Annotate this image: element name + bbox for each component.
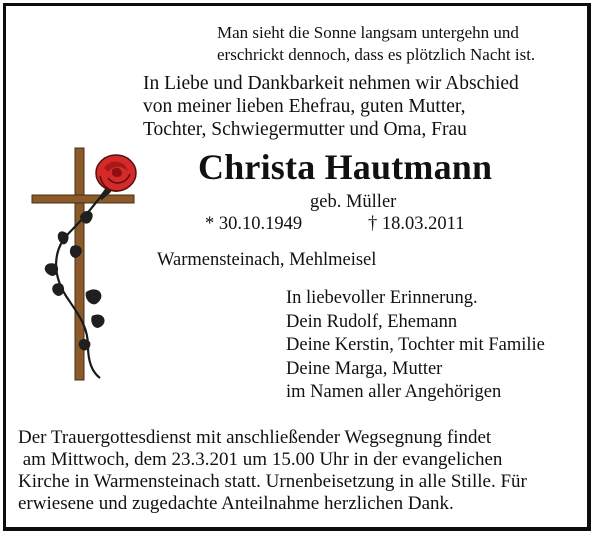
- maiden-name: geb. Müller: [310, 192, 397, 212]
- mourner-line: In liebevoller Erinnerung.: [286, 288, 478, 308]
- motto-quote: [217, 22, 535, 66]
- place-of-residence: Warmensteinach, Mehlmeisel: [157, 250, 377, 270]
- leaf: [45, 263, 58, 276]
- service-line: am Mittwoch, dem 23.3.201 um 15.00 Uhr in der evangelichen: [18, 449, 503, 470]
- funeral-service-notice: [18, 427, 527, 515]
- mourners-list: [286, 287, 545, 405]
- deceased-name: Christa Hautmann: [198, 147, 493, 187]
- farewell-intro: [143, 72, 519, 141]
- leaf: [91, 315, 104, 328]
- mourner-line: im Namen aller Angehörigen: [286, 382, 502, 402]
- service-line: Der Trauergottesdienst mit anschließender Wegsegnung findet: [18, 427, 492, 448]
- service-line: Kirche in Warmensteinach statt. Urnenbeisetzung in alle Stille. Für: [18, 471, 527, 492]
- service-line: erwiesene und zugedachte Anteilnahme herzlichen Dank.: [18, 493, 454, 514]
- intro-line: Tochter, Schwiegermutter und Oma, Frau: [143, 119, 467, 140]
- cross-with-rose-icon: [28, 146, 140, 384]
- death-date: † 18.03.2011: [368, 214, 465, 234]
- leaf: [86, 289, 102, 304]
- cross-horizontal-beam: [32, 195, 134, 203]
- birth-date: * 30.10.1949: [205, 214, 303, 234]
- mourner-line: Deine Kerstin, Tochter mit Familie: [286, 335, 545, 355]
- leaf: [58, 231, 69, 244]
- leaf: [52, 283, 64, 296]
- intro-line: In Liebe und Dankbarkeit nehmen wir Abschied: [143, 73, 519, 94]
- motto-line: erschrickt dennoch, dass es plötzlich Nacht ist.: [217, 45, 536, 64]
- mourner-line: Dein Rudolf, Ehemann: [286, 311, 458, 332]
- motto-line: Man sieht die Sonne langsam untergehn und: [217, 23, 519, 42]
- intro-line: von meiner lieben Ehefrau, guten Mutter,: [143, 96, 466, 117]
- mourner-line: Deine Marga, Mutter: [286, 358, 443, 379]
